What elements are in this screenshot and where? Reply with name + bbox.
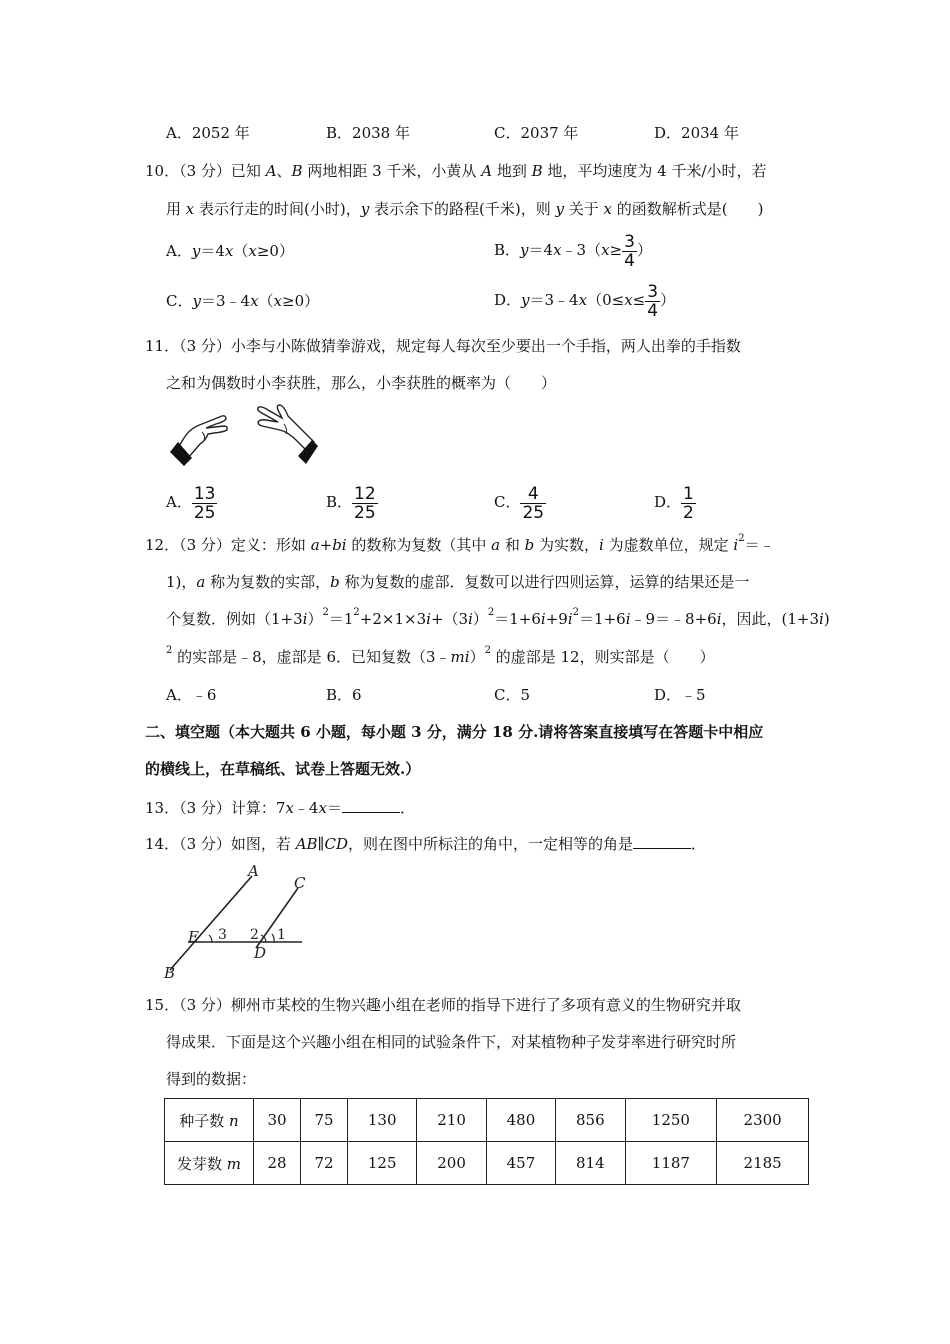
answer-blank (342, 798, 400, 813)
q12-option-d: D．﹣5 (654, 686, 706, 704)
table-cell: 210 (417, 1099, 486, 1142)
hands-illustration (166, 402, 318, 468)
parallel-lines-figure (160, 862, 310, 982)
q10-stem-line1: 10．（3 分）已知 A、B 两地相距 3 千米，小黄从 A 地到 B 地，平均速度为 4 千米/小时，若 (145, 162, 767, 180)
fraction: $\frac{12}{25}$ (354, 483, 376, 523)
label-d: D (254, 944, 267, 962)
label-c: C (294, 874, 306, 892)
q9-option-d: D．2034 年 (654, 124, 739, 142)
q12-stem-line4: $^2$ 的实部是﹣8，虚部是 6．已知复数（3﹣mi）$^2$ 的虚部是 12，则实部是（ ） (166, 645, 715, 666)
fraction: $\frac{13}{25}$ (193, 483, 216, 523)
q10-option-d: D．y＝3﹣4x（0≤x≤ $\frac{3}{4}$ ） (494, 281, 676, 321)
table-cell: 130 (348, 1099, 417, 1142)
q9-option-a: A．2052 年 (166, 124, 250, 142)
table-cell: 28 (254, 1142, 301, 1185)
q10-option-c: C．y＝3﹣4x（x≥0） (166, 292, 320, 310)
section-2-heading-line2: 的横线上，在草稿纸、试卷上答题无效.） (145, 760, 421, 778)
angle-2-label: 2 (250, 927, 259, 943)
q9-option-b: B．2038 年 (326, 124, 410, 142)
angle-1-label: 1 (277, 927, 286, 943)
q12-stem-line3: 个复数．例如$(1+3i)^2=1^2+2\times 1\times 3i+(3i)^2=1+6i+9i^2=1+6i﹣9=﹣8+6i$，因此，(1+3i) (166, 607, 830, 628)
fraction: $\frac{1}{2}$ (683, 483, 694, 523)
table-cell: 125 (348, 1142, 417, 1185)
label-e: E (188, 928, 199, 946)
q14-stem: 14．（3 分）如图，若 AB∥CD，则在图中所标注的角中，一定相等的角是 ． (145, 835, 707, 853)
fraction: $\frac{4}{25}$ (522, 483, 545, 523)
table-cell: 75 (301, 1099, 348, 1142)
q11-option-c: C． $\frac{4}{25}$ (494, 483, 545, 523)
table-cell: 1187 (625, 1142, 717, 1185)
answer-blank (633, 834, 691, 849)
q10-option-a: A．y＝4x（x≥0） (166, 242, 294, 260)
q12-option-c: C．5 (494, 686, 531, 704)
section-2-heading-line1: 二、填空题（本大题共 6 小题，每小题 3 分，满分 18 分.请将答案直接填写在答题卡中相应 (145, 723, 764, 741)
q15-stem-line1: 15．（3 分）柳州市某校的生物兴趣小组在老师的指导下进行了多项有意义的生物研究并取 (145, 996, 741, 1014)
table-cell: 814 (556, 1142, 625, 1185)
q15-stem-line2: 得成果．下面是这个兴趣小组在相同的试验条件下，对某植物种子发芽率进行研究时所 (166, 1033, 737, 1051)
table-row (165, 1142, 809, 1185)
germination-table (164, 1098, 809, 1185)
label-a: A (248, 862, 259, 880)
table-cell: 1250 (625, 1099, 717, 1142)
label-b: B (164, 964, 176, 982)
q13-stem: 13．（3 分）计算：7x﹣4x＝ ． (145, 799, 415, 817)
table-cell: 30 (254, 1099, 301, 1142)
q12-option-b: B．6 (326, 686, 362, 704)
q12-option-a: A．﹣6 (166, 686, 217, 704)
fraction: $\frac{3}{4}$ (624, 231, 635, 271)
line-ab (170, 876, 252, 970)
row-header: 发芽数 m (165, 1142, 254, 1185)
q11-stem-line1: 11．（3 分）小李与小陈做猜拳游戏，规定每人每次至少要出一个手指，两人出拳的手指数 (145, 337, 741, 355)
fraction: $\frac{3}{4}$ (647, 281, 659, 321)
q11-option-d: D． $\frac{1}{2}$ (654, 483, 694, 523)
q12-stem-line1: 12．（3 分）定义：形如 a+bi 的数称为复数（其中 a 和 b 为实数，i 为虚数单位，规定 $i^2=﹣$ (145, 533, 775, 554)
q15-stem-line3: 得到的数据： (166, 1070, 257, 1088)
table-cell: 480 (486, 1099, 555, 1142)
angle-3-label: 3 (218, 927, 227, 943)
q11-option-b: B． $\frac{12}{25}$ (326, 483, 376, 523)
q9-option-c: C．2037 年 (494, 124, 579, 142)
table-cell: 72 (301, 1142, 348, 1185)
q12-stem-line2: 1)，a 称为复数的实部，b 称为复数的虚部．复数可以进行四则运算，运算的结果还是一 (166, 573, 750, 591)
row-header: 种子数 n (165, 1099, 254, 1142)
table-cell: 2185 (717, 1142, 809, 1185)
q11-option-a: A． $\frac{13}{25}$ (166, 483, 216, 523)
q11-stem-line2: 之和为偶数时小李获胜，那么，小李获胜的概率为（ ） (166, 374, 557, 392)
table-row (165, 1099, 809, 1142)
q10-stem-line2: 用 x 表示行走的时间(小时)，y 表示余下的路程(千米)，则 y 关于 x 的函数解析式是( ) (166, 200, 764, 218)
table-cell: 200 (417, 1142, 486, 1185)
table-cell: 856 (556, 1099, 625, 1142)
table-cell: 457 (486, 1142, 555, 1185)
q10-option-b: B．y＝4x﹣3（x≥ $\frac{3}{4}$ ） (494, 231, 652, 271)
table-cell: 2300 (717, 1099, 809, 1142)
